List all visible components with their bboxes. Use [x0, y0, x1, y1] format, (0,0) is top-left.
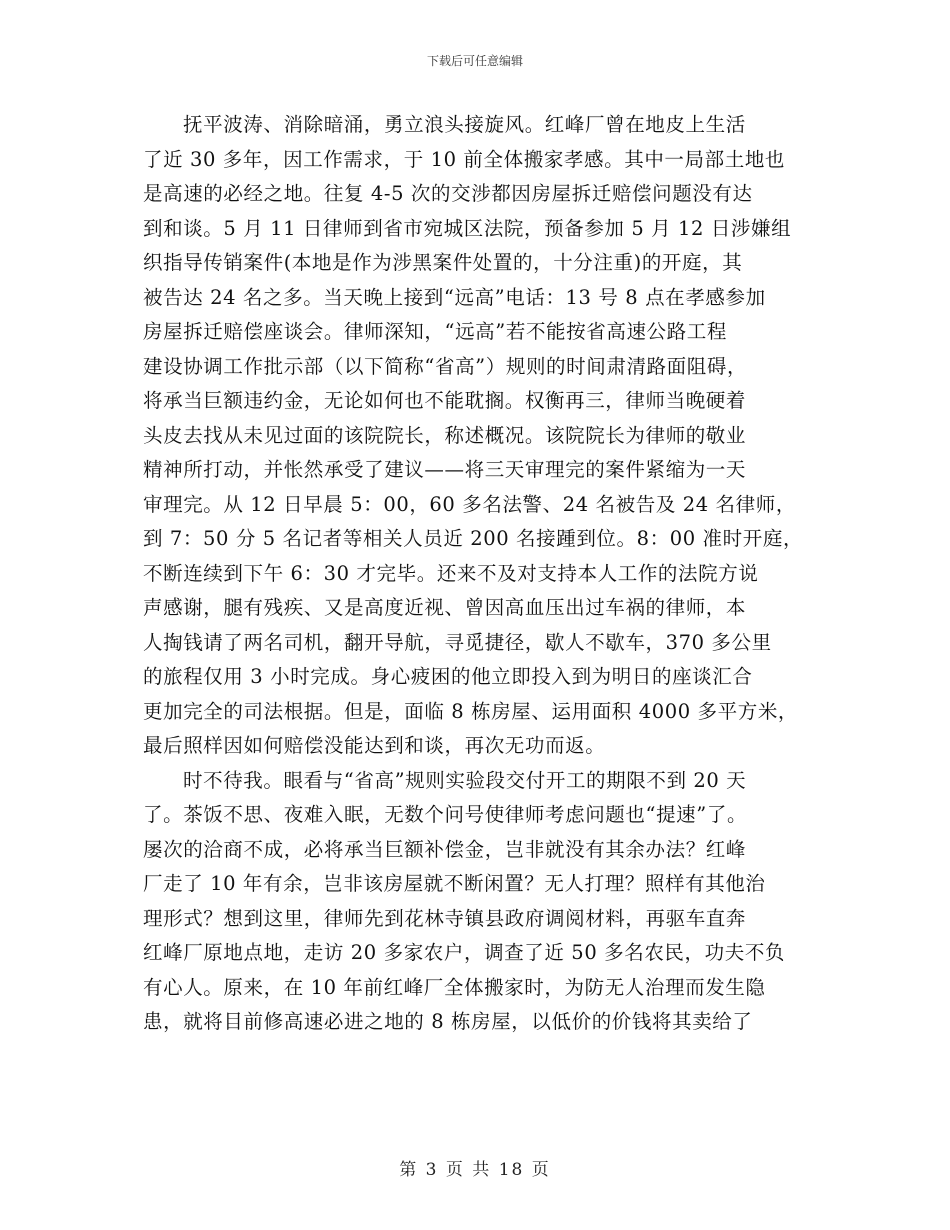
- paragraph-1-line-3: 是高速的必经之地。往复 4-5 次的交涉都因房屋拆迁赔偿问题没有达: [143, 182, 753, 205]
- page-footer: 第 3 页 共 18 页: [399, 1160, 551, 1180]
- paragraph-2-line-6: 红峰厂原地点地，走访 20 多家农户，调查了近 50 多名农民，功夫不负: [143, 941, 786, 964]
- paragraph-1-line-9: 将承当巨额违约金，无论如何也不能耽搁。权衡再三，律师当晚硬着: [143, 389, 747, 412]
- paragraph-1-line-1: 抚平波涛、消除暗涌，勇立浪头接旋风。红峰厂曾在地皮上生活: [183, 113, 746, 136]
- paragraph-1-line-16: 人掏钱请了两名司机，翻开导航，寻觅捷径，歇人不歇车，370 多公里: [143, 630, 772, 654]
- paragraph-1-line-15: 声感谢，腿有残疾、又是高度近视、曾因高血压出过车祸的律师，本: [143, 596, 747, 619]
- paragraph-2-line-8: 患，就将目前修高速必进之地的 8 栋房屋，以低价的价钱将其卖给了: [143, 1010, 753, 1033]
- paragraph-2-line-1: 时不待我。眼看与“省高”规则实验段交付开工的期限不到 20 天: [183, 768, 747, 792]
- paragraph-1-line-11: 精神所打动，并怅然承受了建议——将三天审理完的案件紧缩为一天: [143, 458, 747, 481]
- paragraph-1-line-5: 织指导传销案件(本地是作为涉黑案件处置的，十分注重)的开庭，其: [143, 251, 743, 274]
- paragraph-1-line-19: 最后照样因如何赔偿没能达到和谈，再次无功而返。: [143, 734, 606, 757]
- paragraph-2-line-5: 理形式？想到这里，律师先到花林寺镇县政府调阅材料，再驱车直奔: [143, 906, 747, 930]
- document-body: [143, 108, 813, 1040]
- paragraph-2-line-7: 有心人。原来，在 10 年前红峰厂全体搬家时，为防无人治理而发生隐: [143, 975, 766, 999]
- paragraph-1-line-18: 更加完全的司法根据。但是，面临 8 栋房屋、运用面积 4000 多平方米，: [143, 699, 799, 723]
- paragraph-1-line-13: 到 7：50 分 5 名记者等相关人员近 200 名接踵到位。8：00 准时开庭，: [143, 527, 804, 550]
- paragraph-2-line-2: 了。茶饭不思、夜难入眠，无数个问号使律师考虑问题也“提速”了。: [143, 803, 748, 826]
- page-header: 下载后可任意编辑: [426, 54, 523, 68]
- paragraph-2-line-3: 屡次的洽商不成，必将承当巨额补偿金，岂非就没有其余办法？红峰: [143, 837, 747, 861]
- paragraph-1-line-8: 建设协调工作批示部（以下简称“省高”）规则的时间肃清路面阻碍，: [143, 354, 748, 378]
- paragraph-1-line-2: 了近 30 多年，因工作需求，于 10 前全体搬家孝感。其中一局部土地也: [143, 147, 786, 171]
- paragraph-2-line-4: 厂走了 10 年有余，岂非该房屋就不断闲置？无人打理？照样有其他治: [143, 872, 766, 895]
- paragraph-1-line-4: 到和谈。5 月 11 日律师到省市宛城区法院，预备参加 5 月 12 日涉嫌组: [143, 216, 792, 240]
- paragraph-1-line-17: 的旅程仅用 3 小时完成。身心疲困的他立即投入到为明日的座谈汇合: [143, 665, 753, 688]
- paragraph-1-line-7: 房屋拆迁赔偿座谈会。律师深知，“远高”若不能按省高速公路工程: [143, 320, 727, 343]
- paragraph-1-line-14: 不断连续到下午 6：30 才完毕。还来不及对支持本人工作的法院方说: [143, 561, 759, 585]
- paragraph-1-line-6: 被告达 24 名之多。当天晚上接到“远高”电话：13 号 8 点在孝感参加: [143, 285, 766, 309]
- paragraph-1-line-10: 头皮去找从未见过面的该院院长，称述概况。该院院长为律师的敬业: [143, 423, 747, 447]
- paragraph-1-line-12: 审理完。从 12 日早晨 5：00，60 多名法警、24 名被告及 24 名律师，: [143, 492, 796, 516]
